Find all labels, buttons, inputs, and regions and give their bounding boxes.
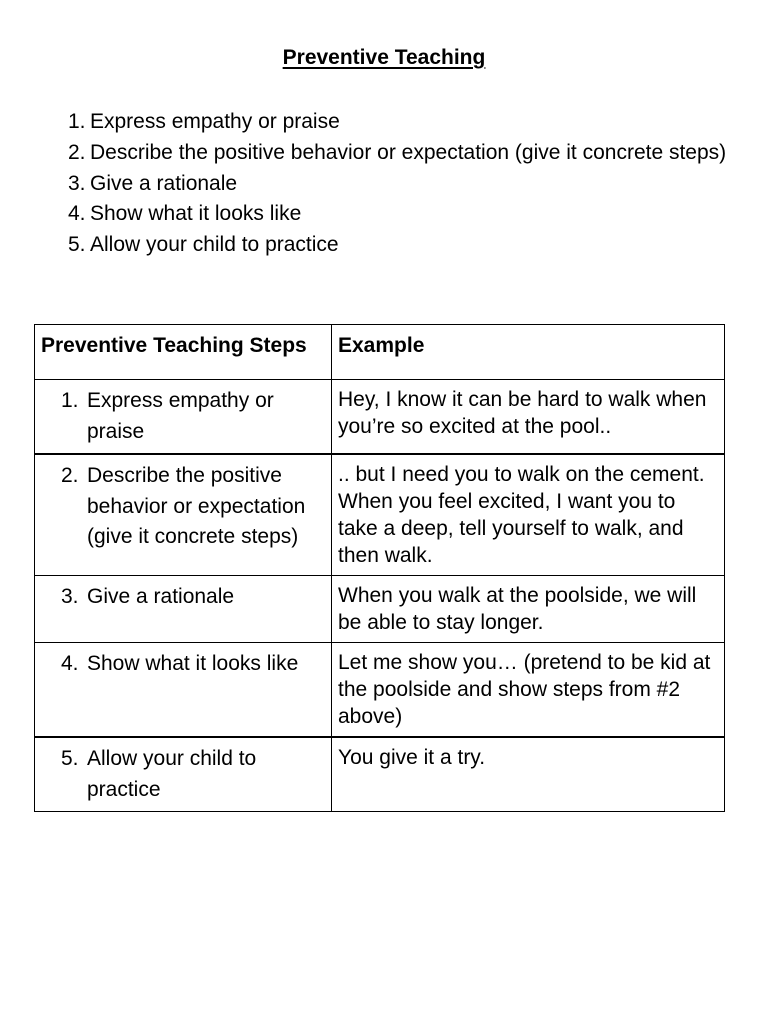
step-text: Allow your child to practice [87, 747, 257, 801]
list-item [68, 199, 728, 230]
list-item-number: 2. [68, 140, 86, 164]
table-row [35, 643, 725, 738]
table-row [35, 454, 725, 576]
step-cell [35, 454, 332, 576]
table-row [35, 380, 725, 455]
example-cell: .. but I need you to walk on the cement. When you feel excited, I want you to take a deep, tell yourself to walk, and then walk. [332, 454, 725, 576]
list-item-text: Express empathy or praise [90, 110, 340, 133]
step-cell [35, 737, 332, 812]
step-cell [35, 380, 332, 455]
example-cell: Let me show you… (pretend to be kid at the poolside and show steps from #2 above) [332, 643, 725, 738]
list-item-text: Allow your child to practice [90, 233, 339, 257]
list-item [68, 107, 728, 138]
list-item [68, 138, 728, 169]
step-text: Describe the positive behavior or expectation (give it concrete steps) [87, 464, 306, 548]
list-item-text: Describe the positive behavior or expectation (give it concrete steps) [90, 140, 727, 164]
list-item-text: Show what it looks like [90, 202, 302, 226]
step-number: 4. [61, 652, 79, 675]
step-text: Express empathy or praise [87, 389, 274, 443]
step-text: Show what it looks like [87, 652, 299, 675]
header-example: Example [332, 325, 725, 380]
list-item-number: 1. [68, 110, 86, 133]
list-item-number: 3. [68, 171, 86, 195]
step-number: 2. [61, 464, 79, 487]
table-header-row [35, 325, 725, 380]
list-item-text: Give a rationale [90, 171, 238, 195]
table-row [35, 576, 725, 643]
list-item [68, 169, 728, 200]
step-cell [35, 643, 332, 738]
example-cell: Hey, I know it can be hard to walk when you’re so excited at the pool.. [332, 380, 725, 455]
document-title: Preventive Teaching [282, 46, 486, 69]
table-row [35, 737, 725, 812]
list-item-number: 5. [68, 233, 86, 257]
steps-example-table [34, 324, 725, 812]
list-item-number: 4. [68, 202, 86, 226]
step-number: 1. [61, 389, 79, 412]
example-cell: You give it a try. [332, 737, 725, 812]
step-cell [35, 576, 332, 643]
steps-list [68, 107, 728, 261]
list-item [68, 230, 728, 261]
step-number: 3. [61, 585, 79, 608]
example-cell: When you walk at the poolside, we will be able to stay longer. [332, 576, 725, 643]
step-text: Give a rationale [87, 585, 235, 608]
header-steps: Preventive Teaching Steps [35, 325, 332, 380]
step-number: 5. [61, 747, 79, 770]
